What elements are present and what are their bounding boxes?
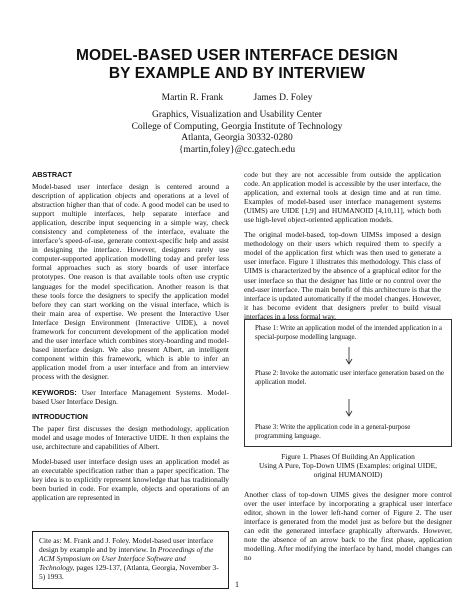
- figure-1-diagram: [244, 319, 452, 447]
- left-column: [32, 170, 229, 503]
- introduction-paragraph-2: Model-based user interface design uses an application model as an executable specification rather than a paper specification. The key idea is to explicitly represent knowledge that has traditionally been buried in code. For example, objects and operations of an application are represented in: [32, 457, 229, 503]
- down-arrow-icon: [344, 399, 354, 417]
- author-list: [0, 92, 474, 104]
- affiliation-line-1: Graphics, Visualization and Usability Center: [152, 110, 322, 120]
- introduction-heading: INTRODUCTION: [32, 412, 88, 422]
- affiliation: [0, 110, 474, 156]
- right-paragraph-1: code but they are not accessible from outside the application code. An application model is accessible by the user interface, the application, and external tools at design time and at run time. Examples of model-based user interface management systems (UIMS) are UIDE [1,9] and HUMANOID [4,10,11], which both use high-level object-oriented application models.: [244, 170, 441, 225]
- author-foley: James D. Foley: [253, 93, 313, 103]
- author-frank: Martin R. Frank: [161, 93, 224, 103]
- paper-title-line-1: MODEL-BASED USER INTERFACE DESIGN: [76, 47, 398, 64]
- citation-suffix: pages 129-137, (Atlanta, Georgia, November 3-5) 1993.: [39, 563, 219, 582]
- right-column: [244, 170, 441, 321]
- abstract-heading: ABSTRACT: [32, 170, 73, 179]
- page-number: 1: [235, 580, 239, 589]
- keywords: [32, 388, 229, 406]
- citation-venue: Proceedings of the ACM Symposium on User Interface Software and Technology,: [39, 545, 214, 573]
- phase-2-box: Phase 2: Invoke the automatic user interface generation based on the application model.: [255, 370, 445, 386]
- phase-3-box: Phase 3: Write the application code in a general-purpose programming language.: [255, 424, 411, 440]
- introduction-paragraph-1: The paper first discusses the design methodology, application model and usage modes of Interactive UIDE. It then explains the use, architecture and capabilities of Albert.: [32, 424, 229, 452]
- keywords-label: KEYWORDS:: [32, 388, 77, 398]
- paper-title-line-2: BY EXAMPLE AND BY INTERVIEW: [108, 65, 366, 82]
- caption-line-3: original HUMANOID): [313, 470, 383, 480]
- right-paragraph-2: The original model-based, top-down UIMSs imposed a design methodology on their users which required them to specify a model of the application first which was then used to generate a user interface. Figure 1 illustrates this methodology. This class of UIMS is characterized by the absence of a graphical editor for the user interface so that the designer has little or no control over the end-user interface. The main benefit of this architecture is that the interface is updated automatically if the model changes. However, it has become evident that designers prefer to build visual interfaces in a less formal way.: [244, 230, 441, 321]
- caption-line-1: Figure 1. Phases Of Building An Application: [281, 452, 415, 461]
- caption-line-2: Using A Pure, Top-Down UIMS (Examples: original UIDE,: [258, 461, 438, 471]
- right-paragraph-3: Another class of top-down UIMS gives the designer more control over the user interface by incorporating a graphical user interface editor, shown in the lower left-hand corner of Figure 2. The user interface is generated from the model just as before but the designer can edit the generated interface graphically afterwards. However, note the absence of an arrow back to the first phase, application modelling. After modifying the interface by hand, model changes can no: [244, 490, 452, 563]
- affiliation-email: {martin,foley}@cc.gatech.edu: [178, 144, 296, 155]
- down-arrow-icon: [344, 347, 354, 365]
- figure-1-caption: [244, 452, 452, 479]
- keywords-text: User Interface Management Systems. Model-based User Interface Design.: [32, 388, 230, 407]
- phase-1-box: Phase 1: Write an application model of the intended application in a special-purpose modelling language.: [255, 325, 442, 341]
- citation-prefix: Cite as: M. Frank and J. Foley. Model-based user interface design by example and by interview. In: [39, 536, 214, 555]
- affiliation-line-2: College of Computing, Georgia Institute of Technology: [131, 121, 343, 132]
- affiliation-line-3: Atlanta, Georgia 30332-0280: [181, 133, 293, 143]
- abstract-text: Model-based user interface design is centered around a description of application objects and operations at a level of abstraction higher than that of code. A good model can be used to support multiple interfaces, help separate interface and application, describe input sequencing in a simple way, check consistency and completeness of the interface, evaluate the interface’s speed-of-use, generate context-specific help and assist in designing the interface. However, designers rarely use computer-supported application modelling today and prefer less formal approaches such as story boards of user interface prototypes. One reason is that available tools often use cryptic languages for the model specification. Another reason is that these tools force the designers to specify the application model before they can start working on the visual interface, which is their main area of expertise. We present the Interactive User Interface Design Environment (Interactive UIDE), a novel framework for concurrent development of the application model and the user interface which combines story-boarding and model-based interface design. We also present Albert, an intelligent component within this framework, which is able to infer an application model from a user interface and from an interview process with the designer.: [32, 182, 229, 381]
